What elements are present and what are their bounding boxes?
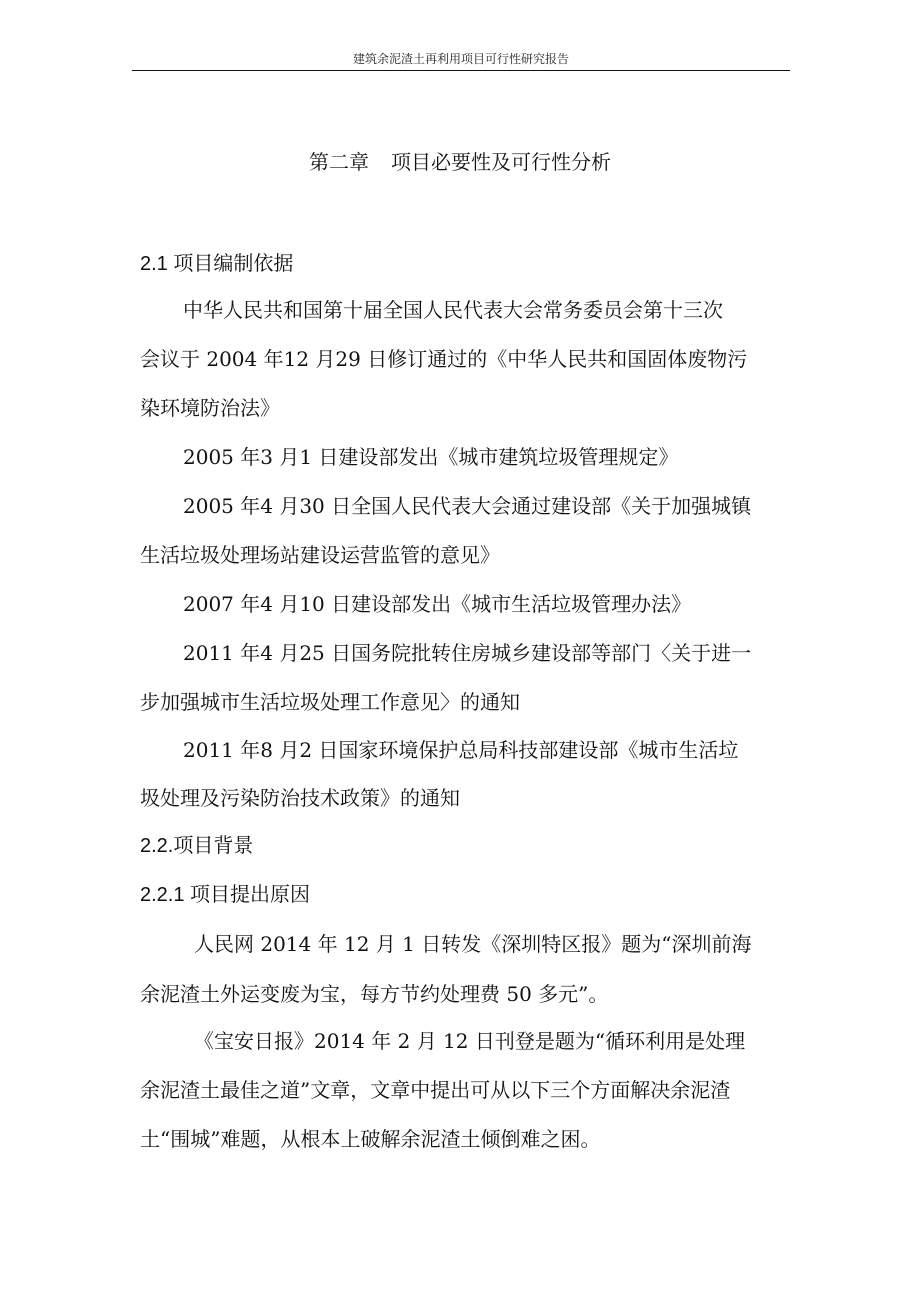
paragraph-line: 2007 年4 月10 日建设部发出《城市生活垃圾管理办法》	[183, 592, 692, 616]
paragraph-line: 生活垃圾处理场站建设运营监管的意见》	[140, 543, 500, 567]
section-heading-2-2-1: 2.2.1 项目提出原因	[140, 884, 311, 906]
chapter-name: 项目必要性及可行性分析	[391, 150, 611, 174]
paragraph-line: 土“围城”难题，从根本上破解余泥渣土倾倒难之困。	[140, 1127, 601, 1151]
paragraph-line: 《宝安日报》2014 年 2 月 12 日刊登是题为“循环利用是处理	[194, 1029, 746, 1053]
paragraph-line: 人民网 2014 年 12 月 1 日转发《深圳特区报》题为“深圳前海	[194, 932, 752, 956]
paragraph-line: 2011 年4 月25 日国务院批转住房城乡建设部等部门〈关于进一	[183, 641, 752, 665]
section-heading-2-2: 2.2.项目背景	[140, 835, 254, 857]
paragraph-line: 余泥渣土最佳之道”文章，文章中提出可从以下三个方面解决余泥渣	[140, 1078, 731, 1102]
paragraph-line: 圾处理及污染防治技术政策》的通知	[140, 786, 460, 810]
paragraph-line: 2005 年3 月1 日建设部发出《城市建筑垃圾管理规定》	[183, 445, 679, 469]
paragraph-line: 2005 年4 月30 日全国人民代表大会通过建设部《关于加强城镇	[183, 494, 752, 518]
paragraph-line: 2011 年8 月2 日国家环境保护总局科技部建设部《城市生活垃	[183, 738, 739, 762]
paragraph-line: 染环境防治法》	[140, 396, 280, 420]
chapter-title	[0, 148, 920, 176]
paragraph-line: 会议于 2004 年12 月29 日修订通过的《中华人民共和国固体废物污	[140, 347, 748, 371]
paragraph-line: 余泥渣土外运变废为宝，每方节约处理费 50 多元”。	[140, 982, 609, 1006]
header-divider	[132, 70, 790, 71]
section-heading-2-1: 2.1 项目编制依据	[140, 253, 294, 275]
chapter-number: 第二章	[309, 150, 369, 174]
paragraph-line: 步加强城市生活垃圾处理工作意见〉的通知	[140, 690, 520, 714]
running-header: 建筑余泥渣土再利用项目可行性研究报告	[352, 52, 569, 66]
paragraph-line: 中华人民共和国第十届全国人民代表大会常务委员会第十三次	[183, 298, 723, 322]
